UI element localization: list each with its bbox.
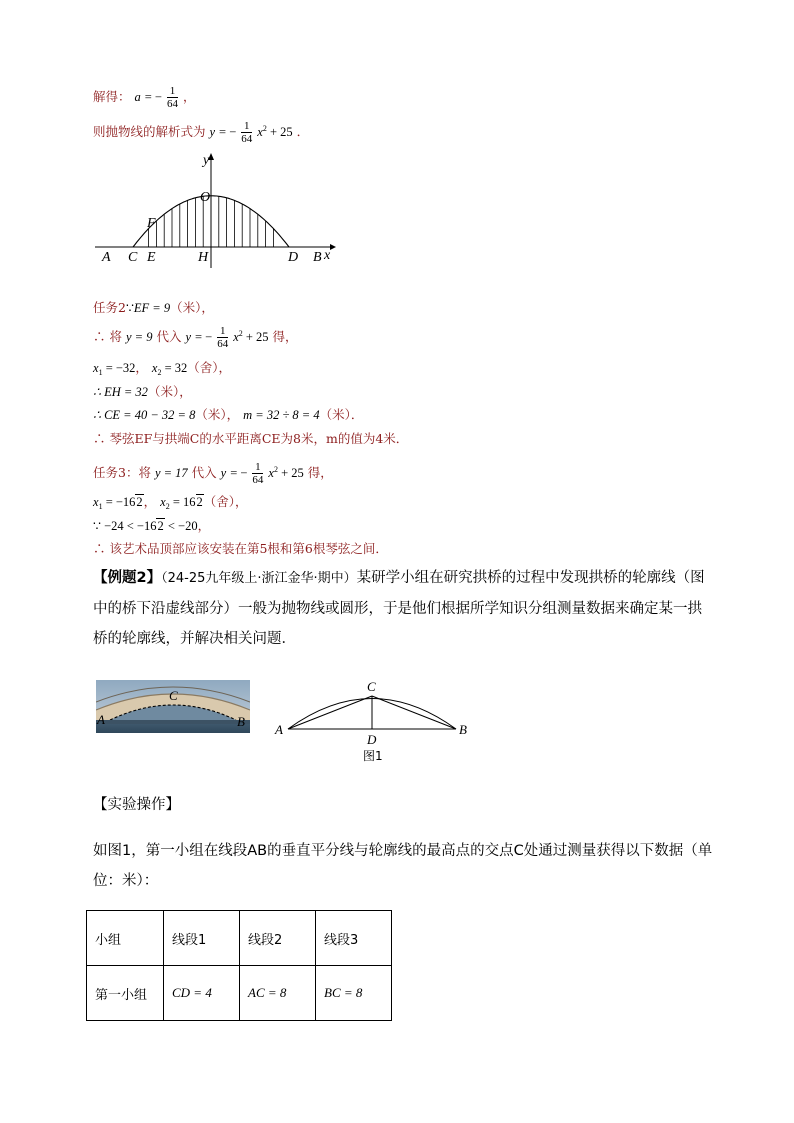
- fig1-label-C: C: [367, 679, 376, 694]
- eh-line: ∴ EH = 32（米），: [93, 384, 192, 399]
- conclusion-task3: ∴ 该艺术品顶部应该安装在第5根和第6根琴弦之间．: [93, 541, 388, 556]
- photo-label-A: A: [97, 712, 105, 727]
- roots-line-1: $x_1 = -32$， $x_2 = 32$（舍），: [93, 360, 232, 377]
- solution-label: 解得：: [93, 89, 131, 104]
- segment-AC: [288, 696, 372, 729]
- point-F: F: [147, 216, 156, 231]
- var-a: a: [134, 90, 141, 104]
- measurement-table: [86, 910, 392, 1021]
- point-O: O: [200, 190, 211, 205]
- table-header-cell: 线段1: [164, 911, 240, 966]
- example-2-paragraph: [93, 563, 713, 654]
- table-cell: CD = 4: [164, 966, 240, 1021]
- fraction: $\frac{1}{64}$: [166, 85, 178, 110]
- figure-1-diagram: [270, 676, 480, 768]
- table-cell: AC = 8: [240, 966, 316, 1021]
- table-header-cell: 线段2: [240, 911, 316, 966]
- x-axis-arrow: [330, 244, 336, 250]
- point-H: H: [198, 250, 209, 265]
- example-source: （24-25九年级上·浙江金华·期中）: [161, 571, 357, 586]
- x-axis-label: x: [324, 248, 331, 263]
- point-E: E: [147, 250, 156, 265]
- table-row: [87, 966, 392, 1021]
- table-header-cell: 线段3: [316, 911, 392, 966]
- roots-line-2: $x_1 = -162$， $x_2 = 162$（舍），: [93, 494, 248, 511]
- fig1-caption: 图1: [363, 749, 383, 763]
- parabola-graph: [90, 150, 340, 270]
- experiment-heading: 【实验操作】: [93, 797, 180, 813]
- y-axis-label: y: [203, 153, 210, 168]
- experiment-text: 如图1，第一小组在线段AB的垂直平分线与轮廓线的最高点的交点C处通过测量获得以下数据（单位：米）：: [93, 843, 713, 889]
- bridge-photo: [96, 680, 250, 733]
- example-tag: 【例题2】: [93, 570, 162, 586]
- equals-sign: = −: [144, 90, 162, 104]
- photo-label-C: C: [169, 688, 178, 703]
- fig1-label-A: A: [275, 722, 283, 737]
- point-C: C: [128, 250, 138, 265]
- solution-line-a: 解得： a = − $\frac{1}{64}$ ，: [93, 85, 196, 110]
- example-text: 某研学小组在研究拱桥的过程中发现拱桥的轮廓线（图中的桥下沿虚线部分）一般为抛物线或圆形，于是他们根据所学知识分组测量数据来确定某一拱桥的轮廓线，并解决相关问题．: [93, 570, 705, 647]
- segment-BC: [372, 696, 456, 729]
- conclusion-task2: ∴ 琴弦EF与拱端C的水平距离CE为8米，m的值为4米．: [93, 431, 409, 446]
- fig1-label-B: B: [459, 722, 467, 737]
- point-A: A: [102, 250, 111, 265]
- table-header-cell: 小组: [87, 911, 164, 966]
- fraction: $\frac{1}{64}$: [217, 325, 229, 350]
- fraction: $\frac{1}{64}$: [252, 461, 264, 486]
- solution-line-parabola: 则抛物线的解析式为 y = − $\frac{1}{64}$ $x^2 + 25$ ．: [93, 120, 310, 145]
- substitute-y9-line: ∴ 将 y = 9 代入 y = − $\frac{1}{64}$ $x^2 + 25$ 得，: [93, 325, 298, 350]
- table-cell: 第一小组: [87, 966, 164, 1021]
- fraction: $\frac{1}{64}$: [241, 120, 253, 145]
- task2-line: 任务2∵EF = 9（米），: [93, 300, 214, 315]
- fig1-label-D: D: [367, 732, 377, 747]
- point-D: D: [288, 250, 299, 265]
- photo-label-B: B: [237, 714, 245, 729]
- ce-line: ∴ CE = 40 − 32 = 8（米）， m = 32 ÷ 8 = 4（米）．: [93, 407, 364, 422]
- table-header-row: [87, 911, 392, 966]
- task3-line: 任务3：将 y = 17 代入 y = − $\frac{1}{64}$ $x^2 + 25$ 得，: [93, 461, 333, 486]
- point-B: B: [313, 250, 322, 265]
- inequality-line: ∵ −24 < −162 < −20，: [93, 518, 211, 533]
- table-cell: BC = 8: [316, 966, 392, 1021]
